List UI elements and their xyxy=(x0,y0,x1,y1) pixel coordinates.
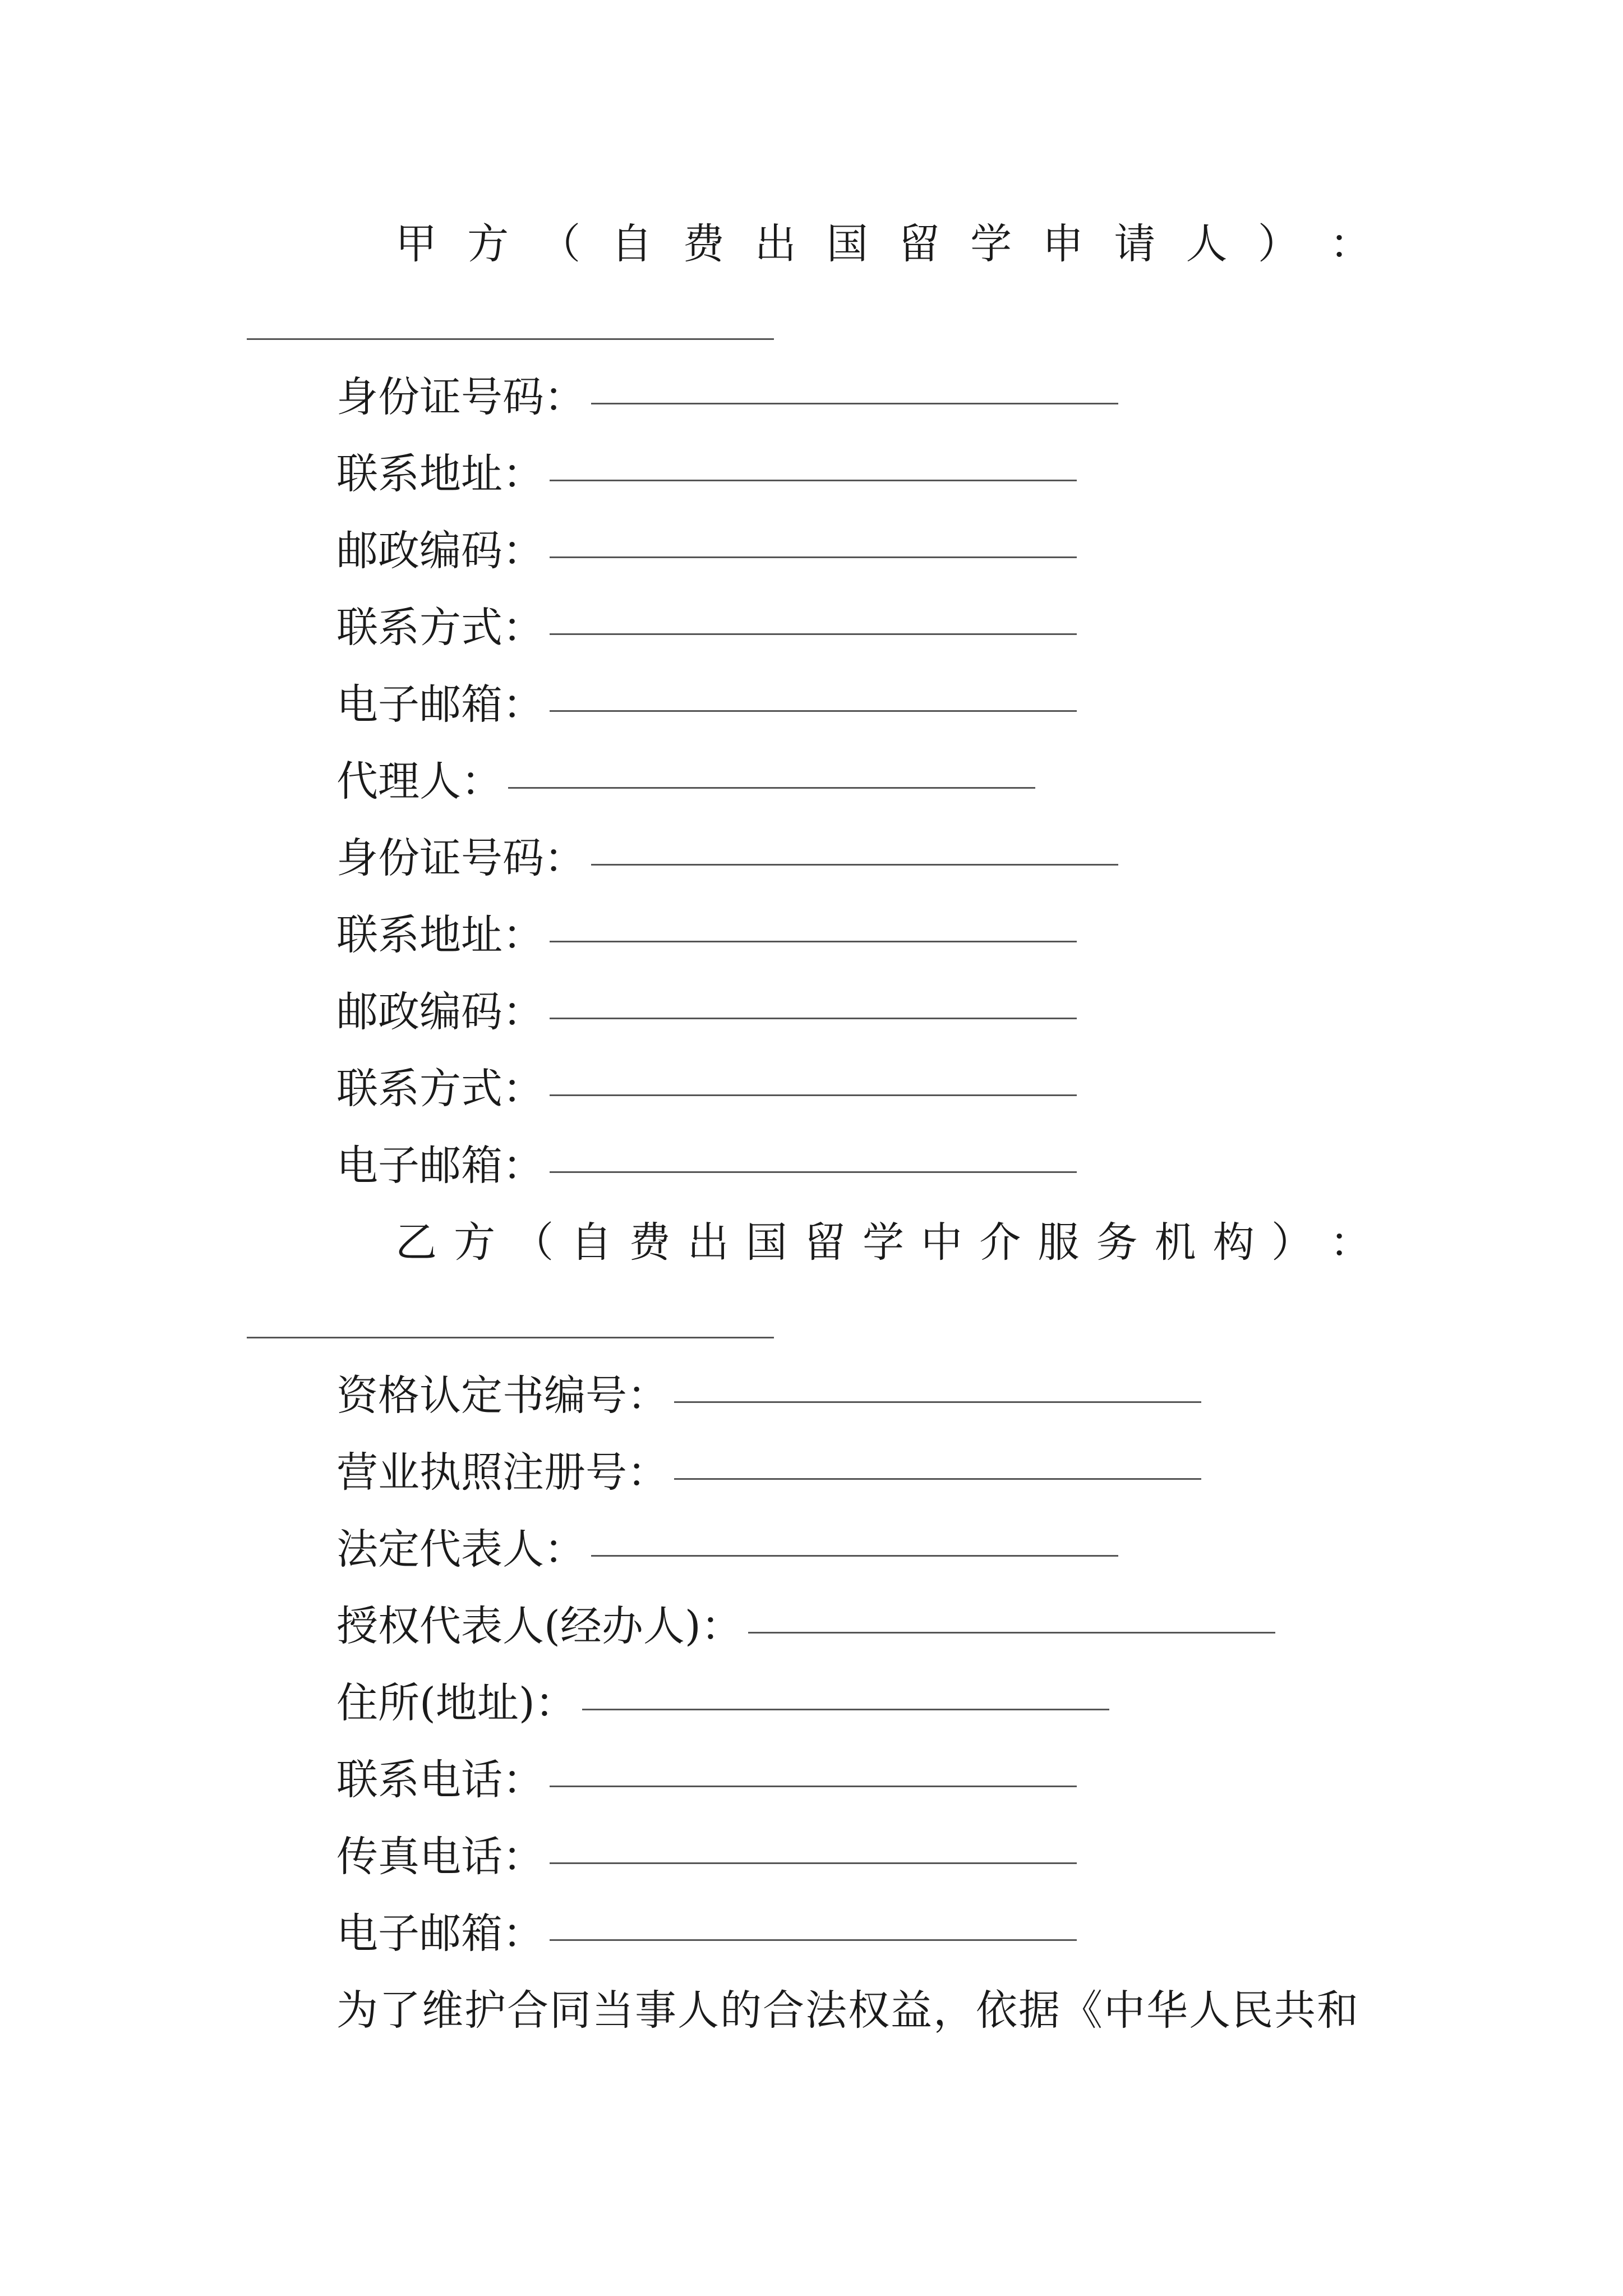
heading-char: ： xyxy=(1329,220,1371,268)
party-a-field-agent xyxy=(336,753,1035,809)
field-label: 营业执照注册号： xyxy=(336,1448,668,1497)
heading-char: 国 xyxy=(826,220,868,268)
party-b-field-phone xyxy=(336,1752,1077,1808)
agent-field-contact xyxy=(336,1061,1077,1117)
party-b-field-qualification-number xyxy=(336,1368,1201,1424)
heading-char: 出 xyxy=(754,220,796,268)
field-blank[interactable] xyxy=(550,1171,1077,1173)
party-a-name-blank[interactable] xyxy=(247,338,774,340)
heading-char: ） xyxy=(1257,220,1299,268)
heading-char: 申 xyxy=(1042,220,1084,268)
party-b-field-authorized-rep xyxy=(336,1598,1275,1654)
field-blank[interactable] xyxy=(550,941,1077,942)
heading-char: 留 xyxy=(898,220,940,268)
heading-char: 学 xyxy=(863,1218,904,1267)
heading-char: 留 xyxy=(804,1218,846,1267)
heading-char: ） xyxy=(1271,1218,1313,1267)
field-blank[interactable] xyxy=(591,864,1118,866)
heading-char: 人 xyxy=(1186,220,1228,268)
heading-char: 自 xyxy=(570,1218,612,1267)
heading-char: 乙 xyxy=(395,1218,437,1267)
heading-char: 自 xyxy=(611,220,653,268)
field-label: 邮政编码： xyxy=(336,988,544,1036)
agent-field-postcode xyxy=(336,984,1077,1040)
party-b-field-fax xyxy=(336,1829,1077,1885)
field-blank[interactable] xyxy=(674,1478,1201,1480)
field-label: 邮政编码： xyxy=(336,527,544,575)
party-a-field-email xyxy=(336,677,1077,733)
party-a-field-address xyxy=(336,446,1077,502)
heading-char: 甲 xyxy=(395,220,437,268)
field-label: 联系电话： xyxy=(336,1756,544,1804)
party-b-name-blank[interactable] xyxy=(247,1337,774,1338)
field-label: 身份证号码： xyxy=(336,834,585,882)
party-a-heading xyxy=(395,216,1371,272)
field-blank[interactable] xyxy=(508,787,1035,789)
field-blank[interactable] xyxy=(591,1555,1118,1557)
heading-char: ： xyxy=(1330,1218,1371,1267)
heading-char: 机 xyxy=(1154,1218,1196,1267)
field-blank[interactable] xyxy=(674,1401,1201,1403)
agent-field-address xyxy=(336,907,1077,963)
heading-char: 构 xyxy=(1212,1218,1255,1267)
field-label: 住所(地址)： xyxy=(336,1679,577,1727)
heading-char: （ xyxy=(512,1218,554,1267)
field-blank[interactable] xyxy=(550,1862,1077,1864)
agent-field-id-number xyxy=(336,830,1118,886)
field-blank[interactable] xyxy=(550,1094,1077,1096)
agent-field-email xyxy=(336,1138,1077,1194)
party-a-field-postcode xyxy=(336,523,1077,579)
heading-char: 服 xyxy=(1038,1218,1080,1267)
field-blank[interactable] xyxy=(550,1786,1077,1787)
party-b-field-license-number xyxy=(336,1444,1201,1501)
heading-char: 费 xyxy=(629,1218,671,1267)
party-b-heading xyxy=(395,1214,1371,1271)
party-b-field-legal-rep xyxy=(336,1521,1118,1577)
field-label: 电子邮箱： xyxy=(336,680,544,729)
field-label: 身份证号码： xyxy=(336,373,585,421)
party-b-field-address xyxy=(336,1675,1109,1731)
field-blank[interactable] xyxy=(748,1632,1275,1634)
field-label: 联系地址： xyxy=(336,911,544,959)
field-blank[interactable] xyxy=(550,710,1077,712)
heading-char: 中 xyxy=(921,1218,963,1267)
field-label: 电子邮箱： xyxy=(336,1142,544,1190)
party-a-field-contact xyxy=(336,600,1077,656)
field-label: 联系方式： xyxy=(336,1065,544,1113)
field-label: 资格认定书编号： xyxy=(336,1372,668,1420)
field-label: 传真电话： xyxy=(336,1833,544,1881)
field-label: 联系地址： xyxy=(336,450,544,498)
field-blank[interactable] xyxy=(591,403,1118,404)
heading-char: 费 xyxy=(683,220,725,268)
heading-char: 国 xyxy=(745,1218,787,1267)
field-blank[interactable] xyxy=(550,1018,1077,1019)
field-blank[interactable] xyxy=(550,556,1077,558)
field-blank[interactable] xyxy=(550,1939,1077,1941)
heading-char: 介 xyxy=(979,1218,1021,1267)
party-a-field-id-number xyxy=(336,369,1118,425)
heading-char: 务 xyxy=(1096,1218,1138,1267)
field-blank[interactable] xyxy=(582,1709,1109,1710)
field-blank[interactable] xyxy=(550,480,1077,481)
field-label: 法定代表人： xyxy=(336,1525,585,1573)
field-blank[interactable] xyxy=(550,633,1077,635)
heading-char: 方 xyxy=(454,1218,496,1267)
field-label: 授权代表人(经办人)： xyxy=(336,1602,743,1650)
heading-char: 出 xyxy=(687,1218,729,1267)
heading-char: （ xyxy=(539,220,581,268)
closing-paragraph: 为了维护合同当事人的合法权益，依据《中华人民共和 xyxy=(336,1986,1359,2035)
heading-char: 请 xyxy=(1114,220,1156,268)
field-label: 联系方式： xyxy=(336,604,544,652)
field-label: 代理人： xyxy=(336,757,502,806)
heading-char: 学 xyxy=(970,220,1012,268)
heading-char: 方 xyxy=(467,220,509,268)
field-label: 电子邮箱： xyxy=(336,1910,544,1958)
party-b-field-email xyxy=(336,1906,1077,1962)
